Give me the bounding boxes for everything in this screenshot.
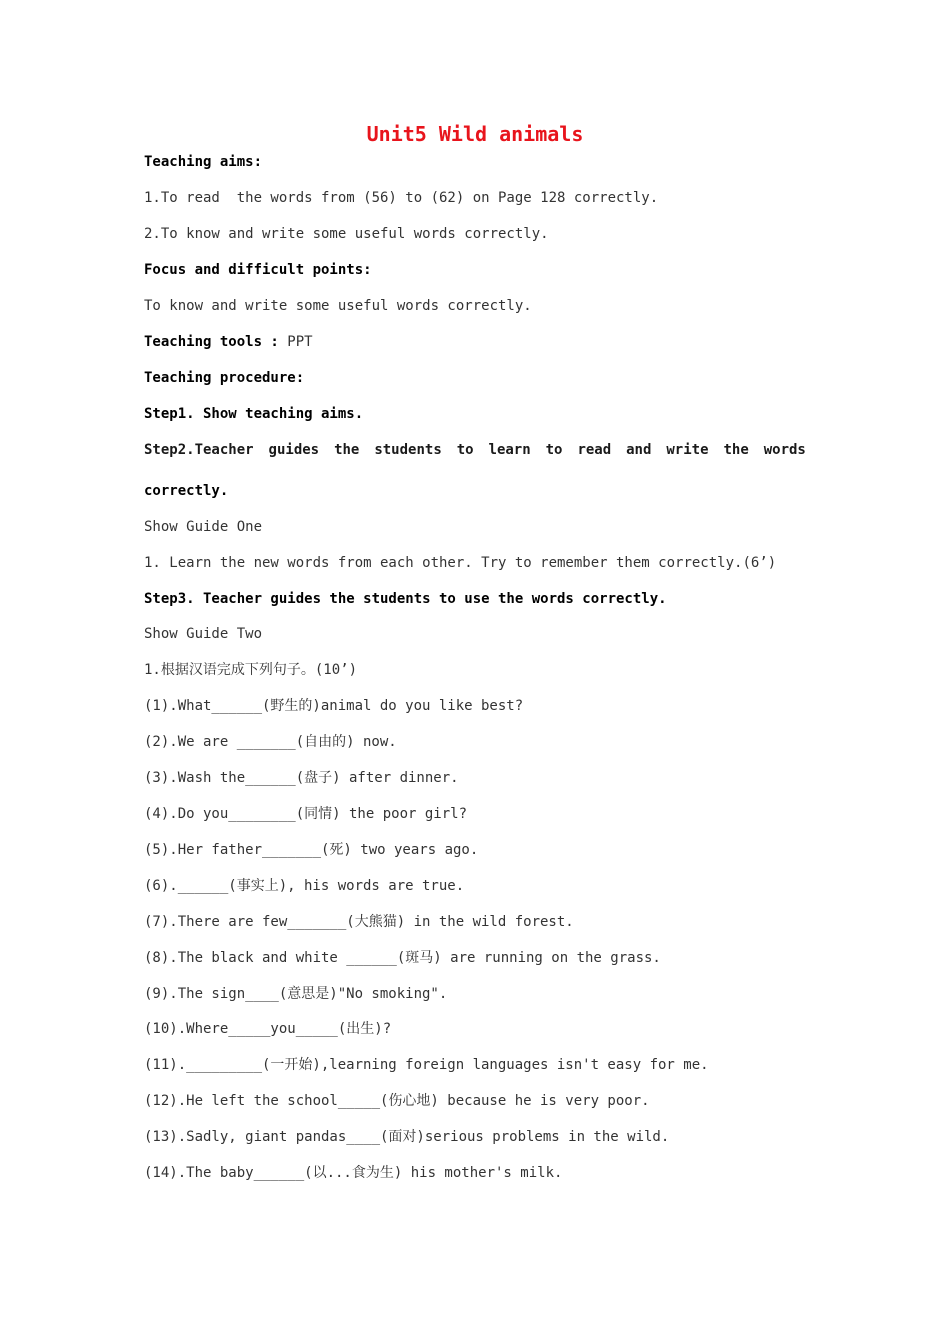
step2-word: words (763, 442, 806, 458)
step2-word: the (334, 442, 360, 458)
step2-word: write (666, 442, 709, 458)
guide-two-heading: Show Guide Two (144, 626, 263, 642)
step2-word: and (626, 442, 652, 458)
exercise-item: (4).Do you________(同情) the poor girl? (144, 806, 468, 822)
tools-line (144, 332, 313, 352)
exercise-item: (13).Sadly, giant pandas____(面对)serious problems in the wild. (144, 1129, 670, 1145)
step2-word: Step2.Teacher (144, 442, 254, 458)
step2-line (144, 440, 806, 460)
aim-item-1: 1.To read the words from (56) to (62) on Page 128 correctly. (144, 190, 659, 206)
step2-word: read (577, 442, 612, 458)
step2-word: the (723, 442, 749, 458)
exercise-item: (10).Where_____you_____(出生)? (144, 1021, 392, 1037)
step3: Step3. Teacher guides the students to use the words correctly. (144, 591, 667, 607)
exercise-item: (3).Wash the______(盘子) after dinner. (144, 770, 459, 786)
page-title: Unit5 Wild animals (366, 122, 584, 146)
step2-continuation: correctly. (144, 483, 229, 499)
exercise-item: (2).We are _______(自由的) now. (144, 734, 397, 750)
exercise-item: (9).The sign____(意思是)"No smoking". (144, 986, 448, 1002)
exercise-item: (1).What______(野生的)animal do you like best? (144, 698, 524, 714)
focus-heading: Focus and difficult points: (144, 262, 372, 278)
step2-word: guides (268, 442, 320, 458)
teaching-aims-heading: Teaching aims: (144, 154, 263, 170)
guide-one-heading: Show Guide One (144, 519, 263, 535)
exercise-item: (12).He left the school_____(伤心地) because he is very poor. (144, 1093, 650, 1109)
step1: Step1. Show teaching aims. (144, 406, 364, 422)
exercise-item: (11)._________(一开始),learning foreign languages isn't easy for me. (144, 1057, 709, 1073)
tools-value: PPT (287, 334, 313, 350)
exercise-item: (5).Her father_______(死) two years ago. (144, 842, 479, 858)
guide-one-item: 1. Learn the new words from each other. Try to remember them correctly.(6’) (144, 555, 777, 571)
procedure-heading: Teaching procedure: (144, 370, 305, 386)
aim-item-2: 2.To know and write some useful words correctly. (144, 226, 549, 242)
step2-word: students (374, 442, 442, 458)
step2-word: learn (488, 442, 531, 458)
exercise-item: (14).The baby______(以...食为生) his mother's milk. (144, 1165, 563, 1181)
exercise-item: (6).______(事实上), his words are true. (144, 878, 465, 894)
tools-heading: Teaching tools : (144, 334, 288, 350)
exercise-item: (7).There are few_______(大熊猫) in the wild forest. (144, 914, 574, 930)
step2-word: to (456, 442, 474, 458)
exercise-item: (8).The black and white ______(斑马) are running on the grass. (144, 950, 661, 966)
step2-word: to (545, 442, 563, 458)
guide-two-item: 1.根据汉语完成下列句子。(10’) (144, 662, 358, 678)
focus-text: To know and write some useful words correctly. (144, 298, 532, 314)
